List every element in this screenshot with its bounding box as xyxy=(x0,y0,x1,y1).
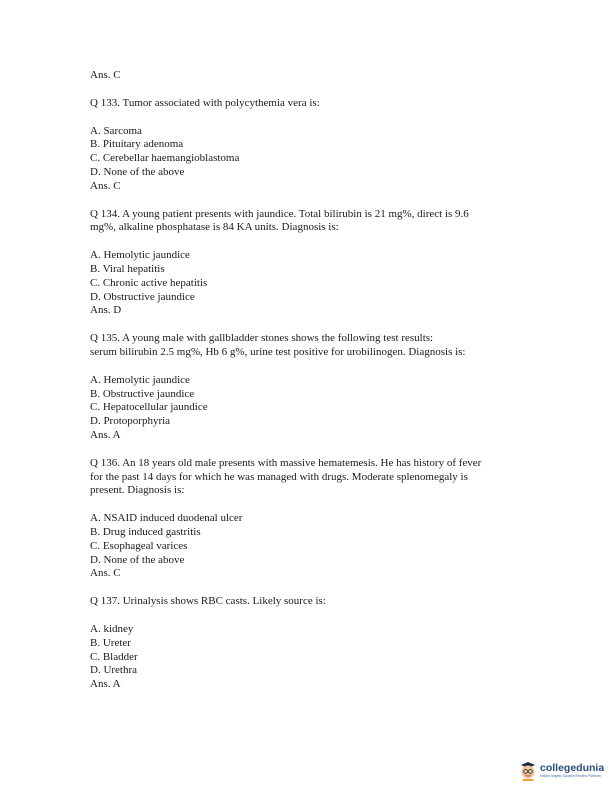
option: D. Protoporphyria xyxy=(90,415,171,428)
answer-line: Ans. C xyxy=(90,179,121,192)
option: D. Obstructive jaundice xyxy=(90,290,195,303)
option: B. Obstructive jaundice xyxy=(90,387,195,400)
answer-line: Ans. C xyxy=(90,567,121,580)
question-stem: present. Diagnosis is: xyxy=(90,484,185,497)
option: B. Drug induced gastritis xyxy=(90,525,201,538)
collegedunia-logo xyxy=(518,758,604,782)
options-list xyxy=(90,374,530,443)
option: B. Pituitary adenoma xyxy=(90,138,184,151)
question-stem: Q 135. A young male with gallbladder stones shows the following test results: xyxy=(90,332,434,345)
option: B. Ureter xyxy=(90,636,131,649)
option: A. kidney xyxy=(90,622,134,635)
option: C. Cerebellar haemangioblastoma xyxy=(90,152,240,165)
question-137 xyxy=(90,595,530,692)
answer-line: Ans. A xyxy=(90,678,121,691)
brand-name: collegedunia xyxy=(540,761,605,774)
options-list xyxy=(90,623,530,692)
student-mascot-icon xyxy=(518,759,538,781)
document-page xyxy=(90,69,530,692)
option: C. Chronic active hepatitis xyxy=(90,276,208,289)
question-stem: Q 134. A young patient presents with jaundice. Total bilirubin is 21 mg%, direct is 9.6 xyxy=(90,207,469,220)
question-stem: Q 133. Tumor associated with polycythemia vera is: xyxy=(90,96,320,109)
brand-tagline: India's largest Student Review Platform xyxy=(540,773,601,778)
question-stem: for the past 14 days for which he was managed with drugs. Moderate splenomegaly is xyxy=(90,470,468,483)
question-stem: mg%, alkaline phosphatase is 84 KA units. Diagnosis is: xyxy=(90,221,339,234)
question-133 xyxy=(90,97,530,194)
option: C. Esophageal varices xyxy=(90,539,188,552)
answer-line: Ans. D xyxy=(90,304,122,317)
question-stem: Q 136. An 18 years old male presents with massive hematemesis. He has history of fever xyxy=(90,456,482,469)
option: A. Hemolytic jaundice xyxy=(90,249,190,262)
question-stem: Q 137. Urinalysis shows RBC casts. Likely source is: xyxy=(90,595,326,608)
options-list xyxy=(90,249,530,318)
option: A. NSAID induced duodenal ulcer xyxy=(90,512,243,525)
question-stem: serum bilirubin 2.5 mg%, Hb 6 g%, urine test positive for urobilinogen. Diagnosis is: xyxy=(90,345,466,358)
options-list xyxy=(90,512,530,581)
option: C. Bladder xyxy=(90,650,138,663)
answer-line: Ans. C xyxy=(90,69,121,81)
question-134 xyxy=(90,208,530,319)
option: D. None of the above xyxy=(90,165,185,178)
question-135 xyxy=(90,332,530,443)
option: B. Viral hepatitis xyxy=(90,262,165,275)
option: D. Urethra xyxy=(90,664,138,677)
options-list xyxy=(90,125,530,194)
option: C. Hepatocellular jaundice xyxy=(90,401,208,414)
option: A. Hemolytic jaundice xyxy=(90,373,190,386)
option: D. None of the above xyxy=(90,553,185,566)
question-136 xyxy=(90,457,530,581)
option: A. Sarcoma xyxy=(90,124,142,137)
answer-line: Ans. A xyxy=(90,428,121,441)
